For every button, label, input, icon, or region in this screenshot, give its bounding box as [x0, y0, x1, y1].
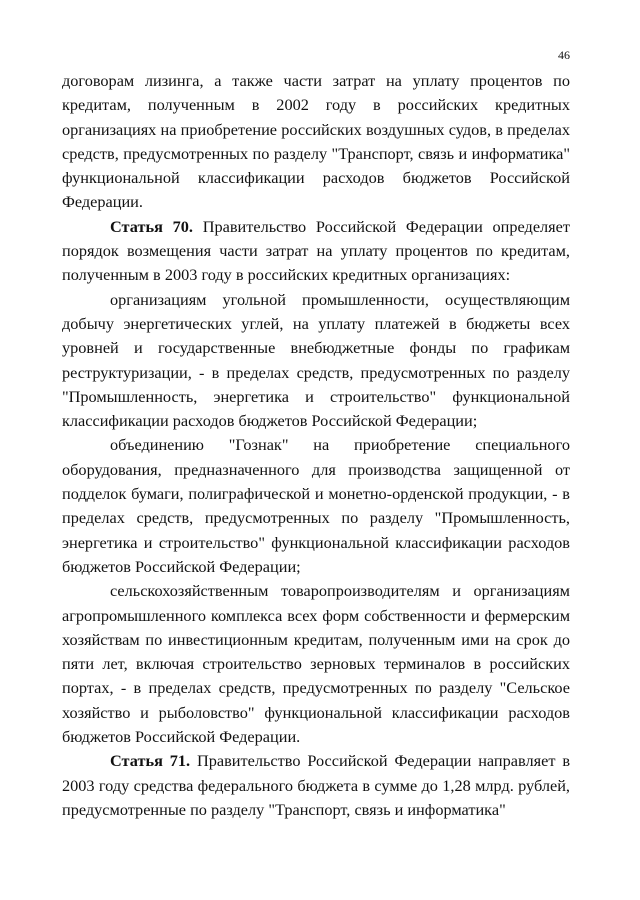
- article-heading: Статья 71.: [110, 751, 191, 771]
- paragraph-text: организациям угольной промышленности, осуществляющим добычу энергетических углей, на уплату платежей в бюджеты всех уровней и государственные внебюджетные фонды по графикам реструктуризации, - в пределах средств, предусмотренных по разделу "Промышленность, энергетика и строительство" функциональной классификации расходов бюджетов Российской Федерации;: [62, 289, 570, 431]
- paragraph-agriculture: [62, 579, 570, 749]
- article-heading: Статья 70.: [110, 216, 193, 236]
- paragraph-text: объединению "Гознак" на приобретение специального оборудования, предназначенного для производства защищенной от подделок бумаги, полиграфической и монетно-орденской продукции, - в пределах средств, предусмотренных по разделу "Промышленность, энергетика и строительство" функциональной классификации расходов бюджетов Российской Федерации;: [62, 435, 570, 576]
- paragraph-text: сельскохозяйственным товаропроизводителям и организациям агропромышленного комплекса всех форм собственности и фермерским хозяйствам по инвестиционным кредитам, полученным ими на срок до пяти лет, включая строительство зерновых терминалов в российских портах, - в пределах средств, предусмотренных по разделу "Сельское хозяйство и рыболовство" функциональной классификации расходов бюджетов Российской Федерации.: [62, 581, 570, 747]
- paragraph-text: Правительство Российской Федерации определяет порядок возмещения части затрат на уплату процентов по кредитам, полученным в 2003 году в российских кредитных организациях:: [62, 216, 570, 285]
- paragraph-article-70: [62, 215, 570, 288]
- paragraph-text: Правительство Российской Федерации направляет в 2003 году средства федерального бюджета в сумме до 1,28 млрд. рублей, предусмотренные по разделу "Транспорт, связь и информатика": [62, 751, 571, 819]
- paragraph-goznak: [62, 433, 570, 579]
- paragraph-continuation: [62, 69, 570, 215]
- document-body: [62, 69, 570, 822]
- paragraph-article-71: [62, 749, 570, 822]
- paragraph-coal-industry: [62, 288, 570, 434]
- page-number: 46: [558, 48, 570, 62]
- paragraph-text: договорам лизинга, а также части затрат на уплату процентов по кредитам, полученным в 2002 году в российских кредитных организациях на приобретение российских воздушных судов, в пределах средств, предусмотренных по разделу "Транспорт, связь и информатика" функциональной классификации расходов бюджетов Российской Федерации.: [62, 71, 570, 212]
